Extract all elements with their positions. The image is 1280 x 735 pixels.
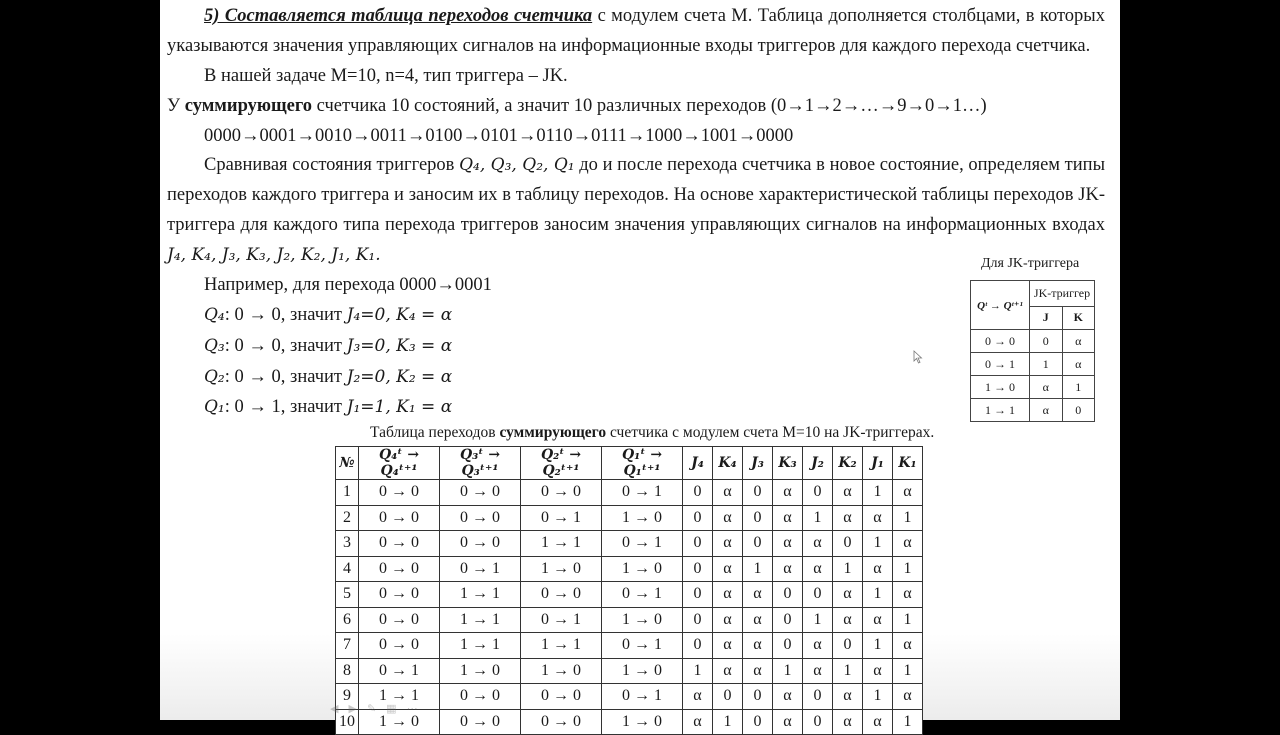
table-cell: α <box>803 531 833 557</box>
table-cell: α <box>863 556 893 582</box>
cell: 0 <box>1030 330 1063 353</box>
slides-grid-icon[interactable]: ▦ <box>386 702 397 715</box>
cell: 0 → 1 <box>971 353 1030 376</box>
table-cell: α <box>773 684 803 710</box>
table-cell: α <box>713 582 743 608</box>
table-cell: 1 <box>683 658 713 684</box>
table-cell: 8 <box>336 658 359 684</box>
table-cell: 0 → 0 <box>440 480 521 506</box>
math: K₁ = α <box>396 397 453 417</box>
math-jk-list: J₄, K₄, J₃, K₃, J₂, K₂, J₁, K₁. <box>167 245 381 265</box>
table-cell: α <box>773 480 803 506</box>
header-k2: K₂ <box>833 447 863 480</box>
table-cell: α <box>773 556 803 582</box>
table-cell: 0 → 1 <box>440 556 521 582</box>
table-cell: α <box>713 531 743 557</box>
table-cell: 0 → 0 <box>359 607 440 633</box>
table-cell: 0 → 1 <box>602 582 683 608</box>
table-cell: 0 → 0 <box>440 531 521 557</box>
header-k1: K₁ <box>893 447 923 480</box>
table-cell: α <box>713 633 743 659</box>
table-cell: 0 <box>743 709 773 735</box>
table-cell: 1 → 0 <box>359 709 440 735</box>
table-cell: 1 → 0 <box>602 658 683 684</box>
table-cell: 4 <box>336 556 359 582</box>
jk-characteristic-table <box>970 280 1095 422</box>
table-cell: 1 <box>863 633 893 659</box>
paragraph2-line-2: переходов каждого триггера и заносим их в таблицу переходов. На основе характеристической таблицы переходов JK- <box>167 185 1105 205</box>
jk-row <box>971 399 1095 422</box>
math: Q₁ <box>204 397 225 417</box>
math: K₃ = α <box>396 336 453 356</box>
cell: 0 <box>1062 399 1095 422</box>
jk-row <box>971 330 1095 353</box>
table-cell: 0 <box>683 607 713 633</box>
text: счетчика 10 состояний, а значит 10 различных переходов (0→1→2→…→9→0→1…) <box>312 96 987 116</box>
table-cell: 1 → 1 <box>521 531 602 557</box>
math: J₃=0, <box>346 336 397 356</box>
math: Q₃ <box>204 336 225 356</box>
table-cell: 0 → 1 <box>602 480 683 506</box>
pen-icon[interactable]: ✎ <box>366 702 377 715</box>
table-cell: α <box>803 658 833 684</box>
table-body <box>336 480 923 735</box>
table-cell: α <box>683 684 713 710</box>
example-q1 <box>204 395 452 419</box>
table-cell: 9 <box>336 684 359 710</box>
state-sequence: 0000→0001→0010→0011→0100→0101→0110→0111→1000→1001→0000 <box>204 126 794 146</box>
table-cell: 1 → 1 <box>440 582 521 608</box>
table-row <box>336 556 923 582</box>
table-cell: α <box>863 658 893 684</box>
text: : 0 → 0, значит <box>224 367 347 387</box>
table-cell: 0 → 1 <box>602 684 683 710</box>
table-cell: 1 <box>893 658 923 684</box>
table-cell: 0 <box>683 582 713 608</box>
table-cell: 0 <box>743 480 773 506</box>
table-header-row <box>336 447 923 480</box>
text: счетчика с модулем счета М=10 на JK-триггерах. <box>606 424 935 441</box>
example-intro: Например, для перехода 0000→0001 <box>204 275 492 295</box>
table-cell: 0 → 0 <box>359 633 440 659</box>
table-cell: 0 <box>683 556 713 582</box>
table-cell: 1 <box>893 505 923 531</box>
table-cell: 0 → 1 <box>521 607 602 633</box>
table-cell: α <box>683 709 713 735</box>
table-cell: 1 <box>743 556 773 582</box>
table-cell: 0 <box>773 633 803 659</box>
math-q-list: Q₄, Q₃, Q₂, Q₁ <box>459 155 575 175</box>
table-cell: 1 → 0 <box>521 658 602 684</box>
table-cell: 0 → 1 <box>359 658 440 684</box>
table-cell: 0 <box>713 684 743 710</box>
jk-row <box>971 376 1095 399</box>
table-cell: α <box>893 633 923 659</box>
table-cell: 0 → 1 <box>521 505 602 531</box>
table-cell: 0 <box>743 505 773 531</box>
table-cell: α <box>833 684 863 710</box>
table-cell: α <box>833 505 863 531</box>
header-q3: Q₃ᵗ → Q₃ᵗ⁺¹ <box>440 447 521 480</box>
text: У <box>167 96 185 116</box>
table-cell: 0 → 0 <box>440 709 521 735</box>
table-cell: 1 → 1 <box>521 633 602 659</box>
table-cell: α <box>833 607 863 633</box>
table-cell: 0 → 0 <box>521 709 602 735</box>
table-cell: 0 → 0 <box>359 480 440 506</box>
cell: α <box>1062 353 1095 376</box>
header-j4: J₄ <box>683 447 713 480</box>
transition-table <box>335 446 923 735</box>
table-row <box>336 709 923 735</box>
table-row <box>336 684 923 710</box>
table-cell: 0 → 0 <box>521 684 602 710</box>
table-cell: 7 <box>336 633 359 659</box>
table-cell: 2 <box>336 505 359 531</box>
transition-table-caption <box>370 424 934 442</box>
table-cell: 0 <box>683 633 713 659</box>
table-cell: 1 <box>803 607 833 633</box>
jk-header-transition: Qᵗ → Qᵗ⁺¹ <box>971 281 1030 330</box>
table-cell: α <box>833 709 863 735</box>
previous-slide-icon[interactable]: ◀ <box>330 702 339 715</box>
table-cell: 1 <box>893 556 923 582</box>
paragraph-line-1 <box>204 4 1105 28</box>
table-cell: 1 → 1 <box>440 607 521 633</box>
table-row <box>336 531 923 557</box>
text: : 0 → 1, значит <box>224 397 347 417</box>
table-cell: α <box>863 709 893 735</box>
table-cell: 1 <box>773 658 803 684</box>
cell: α <box>1062 330 1095 353</box>
cell: α <box>1030 376 1063 399</box>
table-row <box>336 607 923 633</box>
table-cell: α <box>773 531 803 557</box>
table-cell: 0 → 0 <box>521 582 602 608</box>
table-row <box>336 582 923 608</box>
text: : 0 → 0, значит <box>224 305 347 325</box>
presentation-slide <box>160 0 1120 730</box>
jk-header-group: JK-триггер <box>1030 281 1095 307</box>
table-row <box>336 505 923 531</box>
header-j1: J₁ <box>863 447 893 480</box>
cell: 1 → 1 <box>971 399 1030 422</box>
table-cell: 1 <box>863 582 893 608</box>
header-q2: Q₂ᵗ → Q₂ᵗ⁺¹ <box>521 447 602 480</box>
table-cell: 0 <box>683 480 713 506</box>
bold-term: суммирующего <box>499 424 607 441</box>
table-cell: 1 → 0 <box>602 556 683 582</box>
header-k3: K₃ <box>773 447 803 480</box>
table-cell: α <box>893 684 923 710</box>
table-cell: 1 <box>833 556 863 582</box>
mouse-cursor-icon <box>913 350 923 364</box>
table-cell: 0 <box>773 607 803 633</box>
table-cell: α <box>773 709 803 735</box>
table-cell: α <box>713 505 743 531</box>
table-cell: 0 <box>833 531 863 557</box>
table-cell: 0 <box>803 582 833 608</box>
table-cell: 1 → 1 <box>359 684 440 710</box>
table-cell: 1 <box>833 658 863 684</box>
table-cell: α <box>713 480 743 506</box>
math: J₁=1, <box>346 397 397 417</box>
table-cell: 1 → 0 <box>440 658 521 684</box>
header-number: № <box>336 447 359 480</box>
table-row <box>336 480 923 506</box>
table-cell: α <box>893 480 923 506</box>
paragraph-line-2: указываются значения управляющих сигналов на информационные входы триггеров для каждого перехода счетчика. <box>167 36 1091 56</box>
text: до и после перехода счетчика в новое состояние, определяем типы <box>574 155 1105 175</box>
table-cell: α <box>893 531 923 557</box>
table-cell: 0 → 0 <box>359 582 440 608</box>
table-cell: 3 <box>336 531 359 557</box>
math: Q₂ <box>204 367 225 387</box>
table-cell: α <box>893 582 923 608</box>
table-cell: 1 <box>863 531 893 557</box>
jk-table-caption: Для JK-триггера <box>981 256 1080 271</box>
table-cell: α <box>833 480 863 506</box>
math: J₄=0, <box>346 305 397 325</box>
table-cell: 1 <box>336 480 359 506</box>
paragraph2-line-1 <box>204 153 1105 177</box>
table-cell: 0 <box>803 480 833 506</box>
table-cell: 0 <box>743 531 773 557</box>
table-cell: 0 → 0 <box>440 684 521 710</box>
table-cell: 1 <box>893 607 923 633</box>
header-j3: J₃ <box>743 447 773 480</box>
jk-header-j: J <box>1030 306 1063 329</box>
jk-header-k: K <box>1062 306 1095 329</box>
table-cell: 0 <box>773 582 803 608</box>
cell: 1 → 0 <box>971 376 1030 399</box>
more-options-icon[interactable]: ⋯ <box>406 702 418 715</box>
paragraph2-line-3: триггера для каждого типа перехода триггеров заносим значения управляющих сигналов на информационных входах <box>167 215 1105 235</box>
table-cell: α <box>713 658 743 684</box>
task-parameters: В нашей задаче М=10, n=4, тип триггера – JK. <box>204 66 568 86</box>
table-cell: α <box>773 505 803 531</box>
table-cell: 0 <box>683 505 713 531</box>
header-q1: Q₁ᵗ → Q₁ᵗ⁺¹ <box>602 447 683 480</box>
bold-term: суммирующего <box>184 96 313 116</box>
example-q4 <box>204 303 452 327</box>
header-k4: K₄ <box>713 447 743 480</box>
table-cell: 1 → 0 <box>602 709 683 735</box>
text: Сравнивая состояния триггеров <box>204 155 460 175</box>
table-cell: α <box>833 582 863 608</box>
table-cell: 0 → 1 <box>602 633 683 659</box>
cell: α <box>1030 399 1063 422</box>
example-q3 <box>204 334 452 358</box>
table-cell: 1 <box>713 709 743 735</box>
text: : 0 → 0, значит <box>224 336 347 356</box>
table-cell: 1 <box>863 480 893 506</box>
table-cell: 1 → 0 <box>602 505 683 531</box>
table-cell: α <box>803 556 833 582</box>
slideshow-toolbar <box>330 702 418 715</box>
table-cell: α <box>803 633 833 659</box>
table-cell: α <box>743 582 773 608</box>
table-cell: α <box>863 607 893 633</box>
table-cell: α <box>713 607 743 633</box>
example-q2 <box>204 365 452 389</box>
summing-counter-line <box>167 94 987 118</box>
text: Таблица переходов <box>370 424 500 441</box>
table-cell: 0 → 0 <box>359 556 440 582</box>
table-cell: 6 <box>336 607 359 633</box>
table-cell: 0 <box>803 709 833 735</box>
table-cell: 1 → 0 <box>521 556 602 582</box>
math: J₂=0, <box>346 367 397 387</box>
table-cell: 0 → 0 <box>440 505 521 531</box>
table-cell: 0 → 0 <box>359 531 440 557</box>
math: Q₄ <box>204 305 225 325</box>
cell: 1 <box>1062 376 1095 399</box>
table-cell: 1 <box>803 505 833 531</box>
table-cell: 0 <box>683 531 713 557</box>
table-cell: α <box>713 556 743 582</box>
next-slide-icon[interactable]: ▶ <box>348 702 357 715</box>
table-cell: 5 <box>336 582 359 608</box>
table-row <box>336 633 923 659</box>
table-cell: α <box>743 607 773 633</box>
table-cell: 1 → 0 <box>602 607 683 633</box>
table-cell: 1 <box>863 684 893 710</box>
table-cell: 10 <box>336 709 359 735</box>
table-cell: 0 <box>833 633 863 659</box>
math: K₄ = α <box>396 305 453 325</box>
jk-row <box>971 353 1095 376</box>
table-cell: 0 → 0 <box>521 480 602 506</box>
paragraph-text: с модулем счета М. Таблица дополняется столбцами, в которых <box>592 6 1105 26</box>
table-row <box>336 658 923 684</box>
cell: 0 → 0 <box>971 330 1030 353</box>
header-q4: Q₄ᵗ → Q₄ᵗ⁺¹ <box>359 447 440 480</box>
table-cell: 0 <box>803 684 833 710</box>
math: K₂ = α <box>396 367 453 387</box>
table-cell: 0 → 1 <box>602 531 683 557</box>
table-cell: 0 <box>743 684 773 710</box>
table-cell: 1 <box>893 709 923 735</box>
cell: 1 <box>1030 353 1063 376</box>
table-cell: α <box>743 633 773 659</box>
section-heading: 5) Составляется таблица переходов счетчика <box>204 6 593 26</box>
table-cell: 1 → 1 <box>440 633 521 659</box>
table-cell: α <box>743 658 773 684</box>
header-j2: J₂ <box>803 447 833 480</box>
table-cell: α <box>863 505 893 531</box>
table-cell: 0 → 0 <box>359 505 440 531</box>
